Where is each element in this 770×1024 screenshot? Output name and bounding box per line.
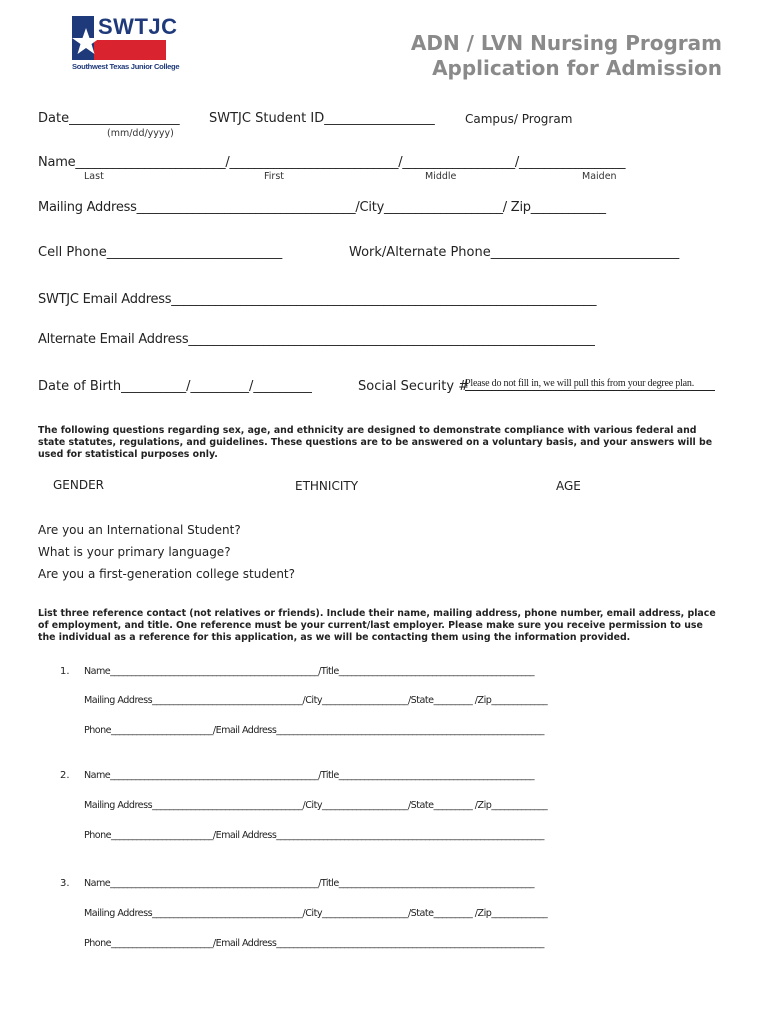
campus-program-field[interactable]: Campus/ Program [465,112,573,126]
alternate-email-field[interactable]: Alternate Email Address_________________________________________________________________ [38,332,595,347]
logo-subtitle: Southwest Texas Junior College [72,62,180,71]
references-intro: List three reference contact (not relatives or friends). Include their name, mailing address, phone number, email address, place of employment, and title. One reference must be your current/last employer. Please make sure you receive permission to use the individual as a reference for this application, as we will be contacting them using the information provided. [38,608,716,643]
reference-1-phone-field[interactable]: Phone________________________/Email Address_______________________________________________________________ [84,725,544,736]
reference-1-name-field[interactable]: Name_________________________________________________/Title______________________________________________ [84,666,535,677]
demographics-intro: The following questions regarding sex, age, and ethnicity are designed to demonstrate compliance with various federal and state statutes, regulations, and guidelines. These questions are to be answered on a voluntary basis, and your answers will be used for statistical purposes only. [38,425,713,460]
date-format-hint: (mm/dd/yyyy) [107,128,174,139]
swtjc-email-field[interactable]: SWTJC Email Address____________________________________________________________________ [38,292,597,307]
date-of-birth-field[interactable]: Date of Birth__________/_________/_________ [38,379,312,394]
international-student-question: Are you an International Student? [38,523,241,537]
reference-1-mailing-field[interactable]: Mailing Address___________________________________/City____________________/State_________ /Zip_____________ [84,695,548,706]
reference-3-phone-field[interactable]: Phone________________________/Email Address_______________________________________________________________ [84,938,544,949]
student-id-field[interactable]: SWTJC Student ID_________________ [209,111,435,126]
social-security-note: Please do not fill in, we will pull this from your degree plan. [465,378,715,391]
name-last-label: Last [84,171,104,182]
form-title-line1: ADN / LVN Nursing Program [410,31,722,55]
reference-2-name-field[interactable]: Name_________________________________________________/Title______________________________________________ [84,770,535,781]
mailing-address-field[interactable]: Mailing Address___________________________________/City___________________/ Zip____________ [38,200,606,215]
reference-1-number: 1. [60,666,70,677]
reference-3-number: 3. [60,878,70,889]
reference-2-mailing-field[interactable]: Mailing Address___________________________________/City____________________/State_________ /Zip_____________ [84,800,548,811]
name-middle-label: Middle [425,171,457,182]
name-maiden-label: Maiden [582,171,617,182]
date-field[interactable]: Date_________________ [38,111,180,126]
name-field[interactable]: Name________________________/___________________________/__________________/_________________ [38,155,626,170]
swtjc-logo [72,14,180,74]
reference-3-mailing-field[interactable]: Mailing Address___________________________________/City____________________/State_________ /Zip_____________ [84,908,548,919]
primary-language-question: What is your primary language? [38,545,231,559]
work-phone-field[interactable]: Work/Alternate Phone_____________________________ [349,245,680,260]
cell-phone-field[interactable]: Cell Phone___________________________ [38,245,283,260]
age-label: AGE [556,479,581,493]
logo-name: SWTJC [98,14,178,39]
form-title-line2: Application for Admission [432,56,722,80]
first-generation-question: Are you a first-generation college student? [38,567,296,581]
reference-2-phone-field[interactable]: Phone________________________/Email Address_______________________________________________________________ [84,830,544,841]
ethnicity-label: ETHNICITY [295,479,359,493]
reference-3-name-field[interactable]: Name_________________________________________________/Title______________________________________________ [84,878,535,889]
name-first-label: First [264,171,284,182]
gender-label: GENDER [53,478,105,492]
reference-2-number: 2. [60,770,70,781]
social-security-label: Social Security # [358,379,470,394]
